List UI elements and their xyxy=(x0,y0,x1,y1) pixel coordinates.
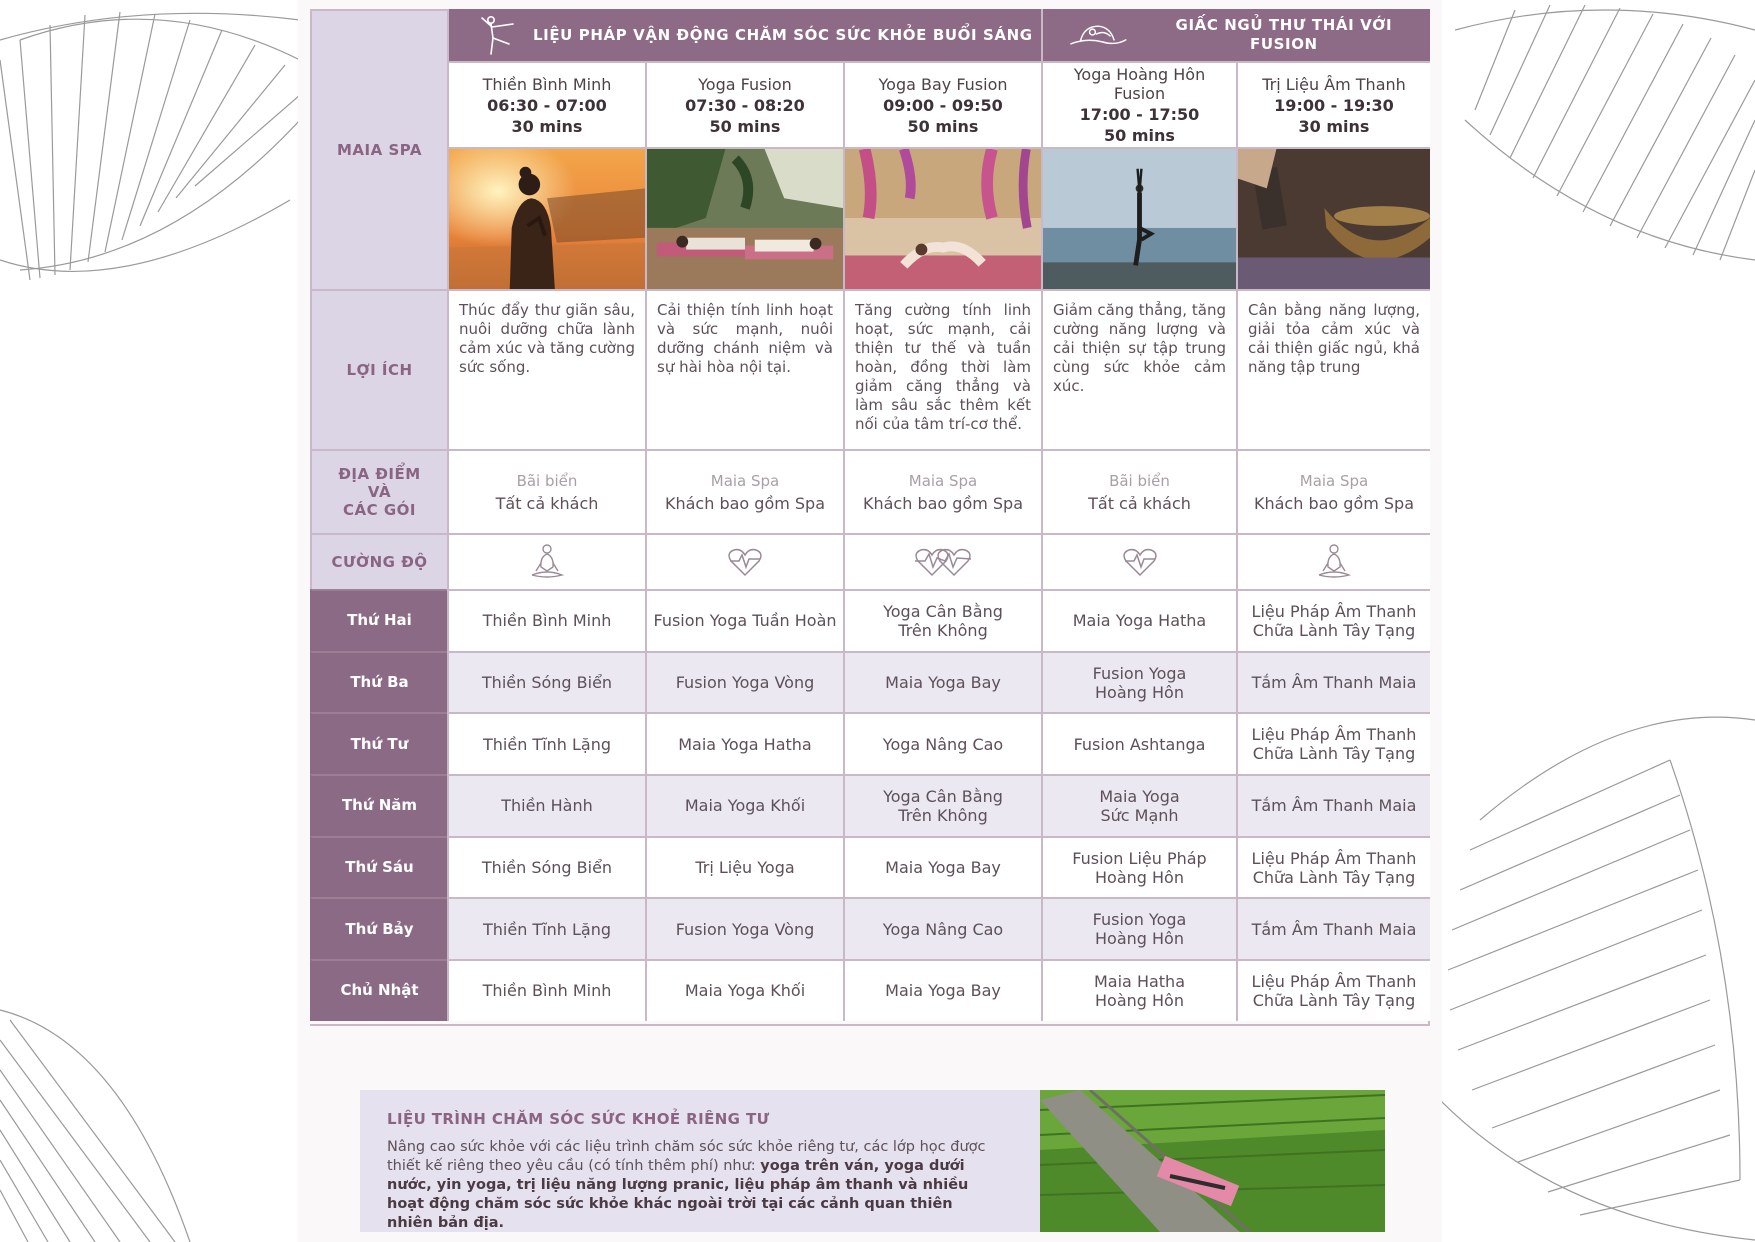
photo-sunrise-meditation xyxy=(447,147,645,289)
schedule-cell: Maia Yoga Bay xyxy=(843,836,1041,898)
class-header: Trị Liệu Âm Thanh 19:00 - 19:30 30 mins xyxy=(1236,61,1430,147)
schedule-cell: Maia Yoga Hatha xyxy=(645,712,843,774)
heartbeat-icon xyxy=(724,541,766,583)
benefit-text: Cân bằng năng lượng, giải tỏa cảm xúc và cải thiện giấc ngủ, khả năng tập trung xyxy=(1236,289,1430,449)
location-cell: Maia Spa Khách bao gồm Spa xyxy=(645,449,843,533)
schedule-cell: Fusion Liệu Pháp Hoàng Hôn xyxy=(1041,836,1236,898)
schedule-cell: Maia Yoga Khối xyxy=(645,774,843,836)
schedule-cell: Maia Yoga Khối xyxy=(645,959,843,1021)
row-label-benefits: LỢI ÍCH xyxy=(310,289,447,449)
intensity-cell xyxy=(1236,533,1430,589)
class-header: Yoga Fusion 07:30 - 08:20 50 mins xyxy=(645,61,843,147)
location-cell: Bãi biển Tất cả khách xyxy=(447,449,645,533)
schedule-cell: Tắm Âm Thanh Maia xyxy=(1236,897,1430,959)
decorative-leaf-top-left xyxy=(0,0,300,300)
schedule-cell: Thiền Tĩnh Lặng xyxy=(447,712,645,774)
meditation-icon xyxy=(526,541,568,583)
schedule-cell: Maia Yoga Sức Mạnh xyxy=(1041,774,1236,836)
day-label: Thứ Ba xyxy=(310,651,447,713)
schedule-cell: Thiền Tĩnh Lặng xyxy=(447,897,645,959)
benefit-text: Cải thiện tính linh hoạt và sức mạnh, nuôi dưỡng chánh niệm và sự hài hòa nội tại. xyxy=(645,289,843,449)
day-label: Thứ Tư xyxy=(310,712,447,774)
schedule-table xyxy=(310,9,1430,1026)
schedule-cell: Tắm Âm Thanh Maia xyxy=(1236,774,1430,836)
private-wellness-body: Nâng cao sức khỏe với các liệu trình chăm sóc sức khỏe riêng tư, các lớp học được thiết kế riêng theo yêu cầu (có tính thêm phí) như: yoga trên ván, yoga dưới nước, yin yoga, trị liệu năng lượng pranic, liệu pháp âm thanh và nhiều hoạt động chăm sóc sức khỏe khác ngoài trời tại các cảnh quan thiên nhiên bản địa. xyxy=(387,1139,986,1231)
row-label-intensity: CƯỜNG ĐỘ xyxy=(310,533,447,589)
double-heartbeat-icon xyxy=(911,541,975,583)
schedule-cell: Trị Liệu Yoga xyxy=(645,836,843,898)
schedule-cell: Liệu Pháp Âm Thanh Chữa Lành Tây Tạng xyxy=(1236,589,1430,651)
meditation-icon xyxy=(1313,541,1355,583)
schedule-cell: Thiền Sóng Biển xyxy=(447,651,645,713)
decorative-leaf-bottom-right xyxy=(1440,700,1755,1242)
location-cell: Maia Spa Khách bao gồm Spa xyxy=(843,449,1041,533)
class-header: Yoga Bay Fusion 09:00 - 09:50 50 mins xyxy=(843,61,1041,147)
row-label-maia-spa: MAIA SPA xyxy=(310,9,447,289)
header-morning-group: LIỆU PHÁP VẬN ĐỘNG CHĂM SÓC SỨC KHỎE BUỔI SÁNG xyxy=(447,9,1041,61)
row-label-location: ĐỊA ĐIỂM VÀ CÁC GÓI xyxy=(310,449,447,533)
schedule-cell: Fusion Yoga Vòng xyxy=(645,651,843,713)
schedule-cell: Thiền Bình Minh xyxy=(447,589,645,651)
schedule-cell: Maia Yoga Bay xyxy=(843,959,1041,1021)
day-label: Thứ Sáu xyxy=(310,836,447,898)
schedule-cell: Fusion Yoga Hoàng Hôn xyxy=(1041,897,1236,959)
schedule-cell: Yoga Cân Bằng Trên Không xyxy=(843,774,1041,836)
schedule-cell: Yoga Cân Bằng Trên Không xyxy=(843,589,1041,651)
intensity-cell xyxy=(1041,533,1236,589)
schedule-cell: Maia Hatha Hoàng Hôn xyxy=(1041,959,1236,1021)
schedule-cell: Thiền Sóng Biển xyxy=(447,836,645,898)
decorative-leaf-top-right xyxy=(1455,0,1755,270)
photo-rice-field-yoga xyxy=(1040,1090,1385,1232)
photo-yoga-studio xyxy=(645,147,843,289)
schedule-cell: Fusion Yoga Hoàng Hôn xyxy=(1041,651,1236,713)
location-cell: Maia Spa Khách bao gồm Spa xyxy=(1236,449,1430,533)
photo-sunset-yoga-beach xyxy=(1041,147,1236,289)
schedule-cell: Liệu Pháp Âm Thanh Chữa Lành Tây Tạng xyxy=(1236,836,1430,898)
day-label: Chủ Nhật xyxy=(310,959,447,1021)
decorative-leaf-bottom-left xyxy=(0,1000,200,1242)
class-header: Yoga Hoàng Hôn Fusion 17:00 - 17:50 50 mins xyxy=(1041,61,1236,147)
intensity-cell xyxy=(645,533,843,589)
schedule-cell: Tắm Âm Thanh Maia xyxy=(1236,651,1430,713)
location-cell: Bãi biển Tất cả khách xyxy=(1041,449,1236,533)
intensity-cell xyxy=(447,533,645,589)
sleep-icon xyxy=(1067,18,1130,52)
day-label: Thứ Bảy xyxy=(310,897,447,959)
photo-singing-bowl xyxy=(1236,147,1430,289)
schedule-cell: Liệu Pháp Âm Thanh Chữa Lành Tây Tạng xyxy=(1236,959,1430,1021)
schedule-cell: Maia Yoga Bay xyxy=(843,651,1041,713)
schedule-cell: Thiền Hành xyxy=(447,774,645,836)
schedule-cell: Yoga Nâng Cao xyxy=(843,712,1041,774)
schedule-cell: Fusion Yoga Vòng xyxy=(645,897,843,959)
benefit-text: Thúc đẩy thư giãn sâu, nuôi dưỡng chữa lành cảm xúc và tăng cường sức sống. xyxy=(447,289,645,449)
yoga-pose-icon xyxy=(479,14,519,56)
schedule-cell: Fusion Yoga Tuần Hoàn xyxy=(645,589,843,651)
heartbeat-icon xyxy=(1119,541,1161,583)
photo-aerial-yoga xyxy=(843,147,1041,289)
benefit-text: Tăng cường tính linh hoạt, sức mạnh, cải thiện tư thế và tuần hoàn, đồng thời làm giảm căng thẳng và làm sâu sắc thêm kết nối của tâm trí-cơ thể. xyxy=(843,289,1041,449)
day-label: Thứ Năm xyxy=(310,774,447,836)
benefit-text: Giảm căng thẳng, tăng cường năng lượng và cải thiện sự tập trung cùng sức khỏe cảm xúc. xyxy=(1041,289,1236,449)
schedule-cell: Fusion Ashtanga xyxy=(1041,712,1236,774)
schedule-cell: Maia Yoga Hatha xyxy=(1041,589,1236,651)
header-evening-group: GIẤC NGỦ THƯ THÁI VỚI FUSION xyxy=(1041,9,1430,61)
intensity-cell xyxy=(843,533,1041,589)
day-label: Thứ Hai xyxy=(310,589,447,651)
schedule-cell: Yoga Nâng Cao xyxy=(843,897,1041,959)
class-header: Thiền Bình Minh 06:30 - 07:00 30 mins xyxy=(447,61,645,147)
schedule-cell: Liệu Pháp Âm Thanh Chữa Lành Tây Tạng xyxy=(1236,712,1430,774)
schedule-cell: Thiền Bình Minh xyxy=(447,959,645,1021)
private-wellness-title: LIỆU TRÌNH CHĂM SÓC SỨC KHOẺ RIÊNG TƯ xyxy=(387,1110,770,1128)
